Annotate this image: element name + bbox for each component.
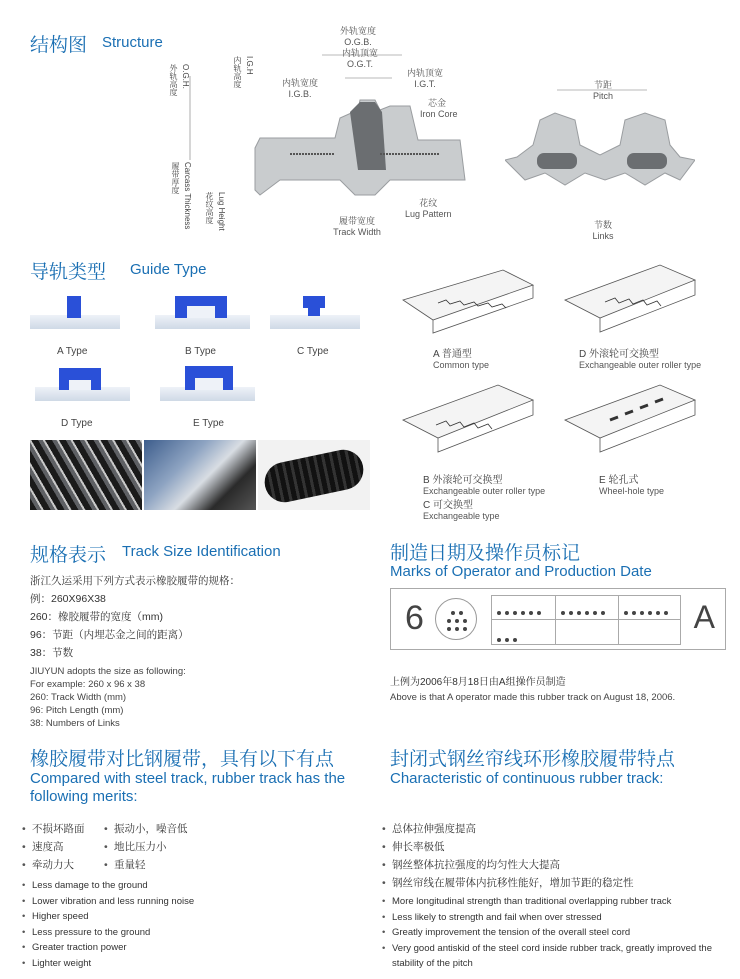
characteristic-list-cn: • 总体拉伸强度提高 • 伸长率极低 • 钢丝整体抗拉强度的均匀性大大提高 • 钢丝帘线在履带体内抗移性能好，增加节距的稳定性 <box>382 820 722 892</box>
characteristic-list-en: • More longitudinal strength than traditional overlapping rubber track • Less likely to strength and fail when over stressed • Greatly improvement the tension of the overall steel cord • Very good antiskid of the steel cord inside rubber track, greatly improved the stability of the pitch <box>382 894 712 972</box>
marks-note-en: Above is that A operator made this rubber track on August 18, 2006. <box>390 692 676 703</box>
guide-d-label: D Type <box>61 418 93 429</box>
iron-core-label: 芯金 Iron Core <box>420 98 458 119</box>
wheel-hole-sketch <box>560 380 700 460</box>
links-label: 节数 Links <box>592 220 614 241</box>
steel-track-photo <box>30 440 142 510</box>
merits-list-en: • Less damage to the ground • Lower vibration and less running noise • Higher speed • Less pressure to the ground • Greater traction power • Lighter weight <box>22 878 362 971</box>
common-type-sketch <box>398 265 538 340</box>
structure-title-en: Structure <box>102 34 163 51</box>
marks-box <box>390 588 726 650</box>
igh-label: 内轨高度 I.G.H <box>233 56 254 88</box>
outer-roller-b-sketch <box>398 380 538 460</box>
pitch-diagram <box>505 85 695 205</box>
size-lines-en: JIUYUN adopts the size as following: For example: 260 x 96 x 38 260: Track Width (mm) 96: Pitch Length (mm) 38: Numbers of Links <box>30 666 186 729</box>
guide-title-cn: 导轨类型 <box>30 261 107 283</box>
pitch-label: 节距 Pitch <box>592 80 613 101</box>
size-title-en: Track Size Identification <box>122 543 281 560</box>
outer-roller-d-sketch <box>560 260 700 340</box>
characteristic-title-en: Characteristic of continuous rubber track: <box>390 770 664 787</box>
guide-b-icon <box>155 290 250 335</box>
day-grid <box>491 595 681 645</box>
guide-c-label: C Type <box>297 346 329 357</box>
e-type-label: E 轮孔式 Wheel-hole type <box>599 475 665 496</box>
guide-a-icon <box>30 290 120 335</box>
marks-note-cn: 上例为2006年8月18日由A组操作员制造 <box>390 677 566 688</box>
year-digit: 6 <box>405 599 424 637</box>
igt-label: 内轨顶宽 I.G.T. <box>406 68 443 89</box>
merits-list-cn-col1: • 不损坏路面 • 速度高 • 牵动力大 <box>22 820 102 874</box>
common-type-label: A 普通型 Common type <box>433 349 490 370</box>
marks-title-en: Marks of Operator and Production Date <box>390 563 652 580</box>
operator-letter: A <box>693 599 715 635</box>
guide-b-label: B Type <box>185 346 216 357</box>
guide-title-en: Guide Type <box>130 261 207 278</box>
igb-label: 内轨宽度 I.G.B. <box>281 78 318 99</box>
size-title-cn: 规格表示 <box>30 544 107 566</box>
characteristic-title-cn: 封闭式钢丝帘线环形橡胶履带特点 <box>390 748 676 770</box>
marks-title-cn: 制造日期及操作员标记 <box>390 542 581 564</box>
d-type-label: D 外滚轮可交换型 Exchangeable outer roller type <box>579 349 702 370</box>
size-lines-cn: 浙江久运采用下列方式表示橡胶履带的规格： 例：260X96X38 260：橡胶履带的宽度（mm) 96：节距（内埋芯金之间的距离） 38：节数 <box>30 575 240 659</box>
factory-worker-photo <box>144 440 256 510</box>
guide-c-icon <box>270 290 360 335</box>
lug-height-label: 花纹高度 Lug Height <box>205 192 226 231</box>
ogh-label: 外轨高度 O.G.H. <box>169 64 190 96</box>
ogb-label: 外轨宽度 O.G.B. <box>339 26 376 47</box>
track-width-label: 履带宽度 Track Width <box>333 216 381 237</box>
merits-title-en: Compared with steel track, rubber track has the following merits: <box>30 770 346 805</box>
structure-title-cn: 结构图 <box>30 34 88 56</box>
merits-list-cn-col2: • 振动小，噪音低 • 地比压力小 • 重量轻 <box>104 820 224 874</box>
lug-pattern-label: 花纹 Lug Pattern <box>405 198 452 219</box>
b-type-label: B 外滚轮可交换型 Exchangeable outer roller type C 可交换型 Exchangeable type <box>423 475 546 521</box>
carcass-label: 履带厚度 Carcass Thickness <box>171 162 192 230</box>
month-circle <box>435 598 477 640</box>
guide-e-icon <box>160 362 255 407</box>
guide-e-label: E Type <box>193 418 224 429</box>
guide-d-icon <box>35 362 130 407</box>
ogt-label: 内轨顶宽 O.G.T. <box>341 48 378 69</box>
merits-title-cn: 橡胶履带对比钢履带，具有以下有点 <box>30 748 335 770</box>
rubber-track-photo <box>258 440 370 510</box>
guide-a-label: A Type <box>57 346 88 357</box>
